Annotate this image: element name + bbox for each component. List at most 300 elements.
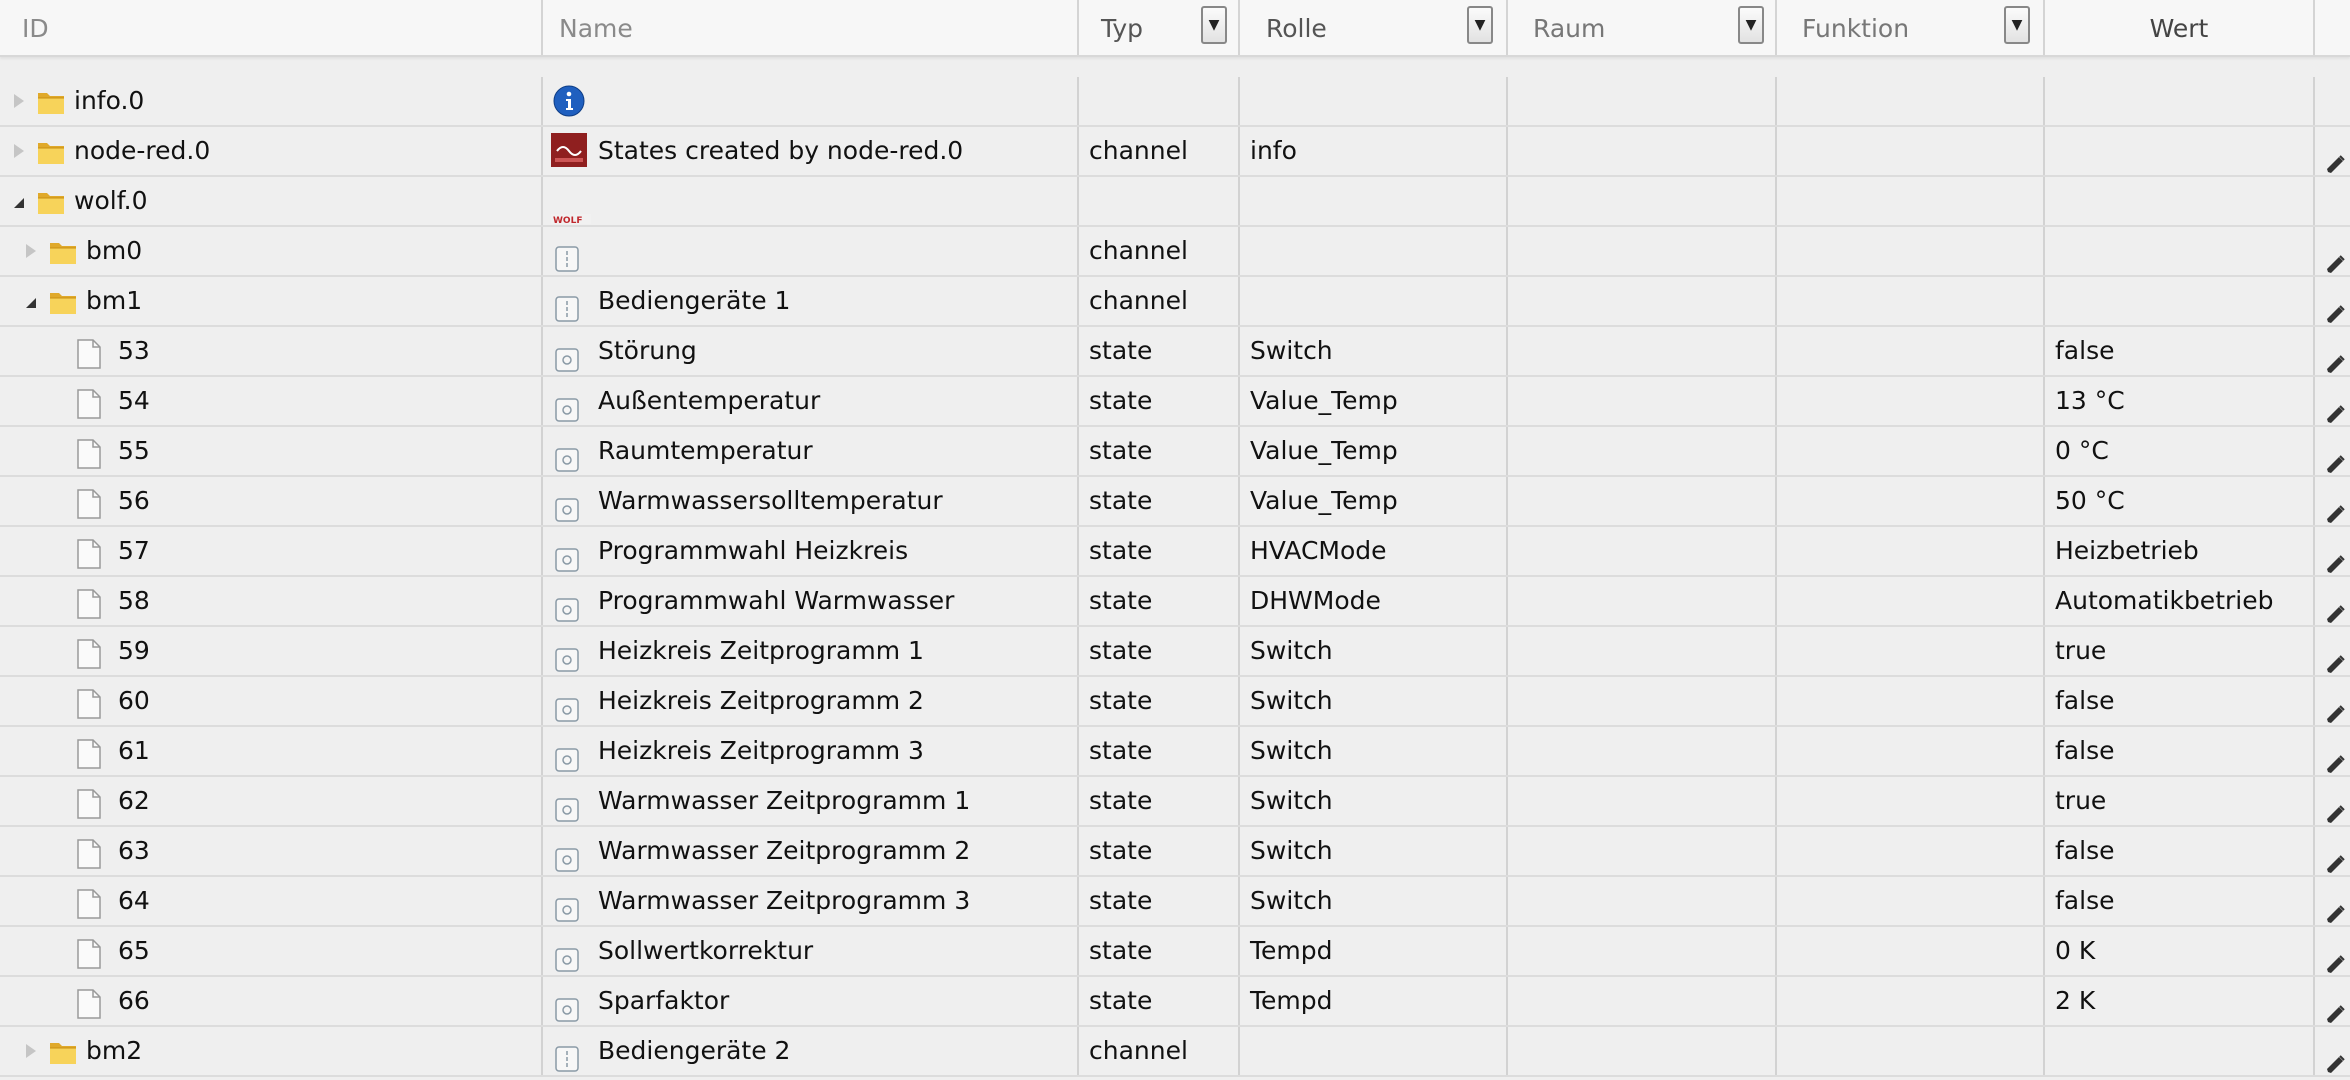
action-cell <box>2315 277 2350 325</box>
folder-icon <box>48 1035 78 1065</box>
edit-pencil-icon[interactable] <box>2325 1044 2347 1075</box>
object-id: 61 <box>118 736 150 765</box>
object-id: 60 <box>118 686 150 715</box>
folder-icon <box>36 135 66 165</box>
id-cell[interactable] <box>0 927 543 975</box>
role-cell[interactable] <box>1240 827 1508 875</box>
name-cell[interactable] <box>543 377 1079 425</box>
header-typ[interactable] <box>1079 0 1240 55</box>
type-cell[interactable] <box>1079 227 1240 275</box>
type-cell[interactable] <box>1079 777 1240 825</box>
type-cell-text: state <box>1089 636 1153 665</box>
object-name: Heizkreis Zeitprogramm 1 <box>598 636 924 665</box>
function-cell[interactable] <box>1777 127 2045 175</box>
function-cell[interactable] <box>1777 527 2045 575</box>
room-cell[interactable] <box>1508 227 1777 275</box>
table-row[interactable] <box>0 727 2350 777</box>
folder-icon <box>48 235 78 265</box>
value-cell-text: false <box>2055 886 2115 915</box>
folder-icon <box>36 85 66 115</box>
value-cell[interactable] <box>2045 127 2315 175</box>
function-cell[interactable] <box>1777 77 2045 125</box>
action-cell <box>2315 827 2350 875</box>
value-cell[interactable] <box>2045 277 2315 325</box>
name-cell[interactable] <box>543 1027 1079 1075</box>
action-cell <box>2315 1027 2350 1075</box>
value-cell[interactable] <box>2045 577 2315 625</box>
edit-pencil-icon[interactable] <box>2325 844 2347 875</box>
object-id: 63 <box>118 836 150 865</box>
name-cell[interactable] <box>543 477 1079 525</box>
object-name: Raumtemperatur <box>598 436 813 465</box>
object-name: Heizkreis Zeitprogramm 3 <box>598 736 924 765</box>
object-id: node-red.0 <box>74 136 211 165</box>
name-cell[interactable] <box>543 327 1079 375</box>
table-row[interactable] <box>0 1027 2350 1077</box>
file-icon <box>76 837 102 867</box>
id-cell[interactable] <box>0 577 543 625</box>
expand-arrow-icon[interactable] <box>26 1044 36 1058</box>
table-row[interactable] <box>0 177 2350 227</box>
channel-icon <box>555 1040 579 1075</box>
expand-arrow-icon[interactable] <box>14 144 24 158</box>
room-cell[interactable] <box>1508 927 1777 975</box>
function-cell[interactable] <box>1777 877 2045 925</box>
edit-pencil-icon[interactable] <box>2325 244 2347 275</box>
edit-pencil-icon[interactable] <box>2325 144 2347 175</box>
edit-pencil-icon[interactable] <box>2325 944 2347 975</box>
id-cell[interactable] <box>0 377 543 425</box>
edit-pencil-icon[interactable] <box>2325 544 2347 575</box>
room-cell[interactable] <box>1508 777 1777 825</box>
edit-pencil-icon[interactable] <box>2325 694 2347 725</box>
function-cell[interactable] <box>1777 927 2045 975</box>
object-name: Programmwahl Heizkreis <box>598 536 909 565</box>
id-cell[interactable] <box>0 477 543 525</box>
funktion-filter-dropdown[interactable] <box>2004 6 2030 44</box>
type-cell-text: state <box>1089 486 1153 515</box>
name-cell[interactable] <box>543 877 1079 925</box>
object-id: 56 <box>118 486 150 515</box>
type-cell[interactable] <box>1079 677 1240 725</box>
value-cell[interactable] <box>2045 677 2315 725</box>
table-row[interactable] <box>0 77 2350 127</box>
value-cell[interactable] <box>2045 377 2315 425</box>
table-row[interactable] <box>0 227 2350 277</box>
file-icon <box>76 537 102 567</box>
table-row[interactable] <box>0 977 2350 1027</box>
role-cell[interactable] <box>1240 127 1508 175</box>
file-icon <box>76 587 102 617</box>
action-cell <box>2315 527 2350 575</box>
object-id: bm2 <box>86 1036 143 1065</box>
value-cell-text: Automatikbetrieb <box>2055 586 2274 615</box>
room-cell[interactable] <box>1508 827 1777 875</box>
role-cell-text: Value_Temp <box>1250 386 1398 415</box>
name-cell[interactable] <box>543 627 1079 675</box>
room-cell[interactable] <box>1508 377 1777 425</box>
action-cell <box>2315 927 2350 975</box>
expand-arrow-icon[interactable] <box>14 94 24 108</box>
type-cell-text: state <box>1089 986 1153 1015</box>
object-name: Außentemperatur <box>598 386 821 415</box>
room-cell[interactable] <box>1508 327 1777 375</box>
room-cell[interactable] <box>1508 177 1777 225</box>
raum-filter-dropdown[interactable] <box>1738 6 1764 44</box>
value-cell[interactable] <box>2045 227 2315 275</box>
table-row[interactable] <box>0 877 2350 927</box>
role-cell[interactable] <box>1240 327 1508 375</box>
header-rolle[interactable] <box>1240 0 1508 55</box>
state-icon <box>555 490 579 525</box>
function-cell[interactable] <box>1777 277 2045 325</box>
room-cell[interactable] <box>1508 577 1777 625</box>
id-cell[interactable] <box>0 127 543 175</box>
room-cell[interactable] <box>1508 127 1777 175</box>
object-id: 65 <box>118 936 150 965</box>
value-cell[interactable] <box>2045 177 2315 225</box>
folder-icon <box>48 285 78 315</box>
type-cell-text: state <box>1089 386 1153 415</box>
role-cell[interactable] <box>1240 427 1508 475</box>
value-cell[interactable] <box>2045 427 2315 475</box>
role-cell[interactable] <box>1240 377 1508 425</box>
action-cell <box>2315 177 2350 225</box>
name-cell[interactable] <box>543 127 1079 175</box>
edit-pencil-icon[interactable] <box>2325 744 2347 775</box>
state-icon <box>555 440 579 475</box>
id-cell[interactable] <box>0 727 543 775</box>
name-cell[interactable] <box>543 827 1079 875</box>
object-id: 55 <box>118 436 150 465</box>
id-cell[interactable] <box>0 427 543 475</box>
type-cell-text: state <box>1089 436 1153 465</box>
type-cell[interactable] <box>1079 327 1240 375</box>
id-cell[interactable] <box>0 777 543 825</box>
edit-pencil-icon[interactable] <box>2325 994 2347 1025</box>
id-cell[interactable] <box>0 327 543 375</box>
type-cell[interactable] <box>1079 977 1240 1025</box>
action-cell <box>2315 877 2350 925</box>
table-row[interactable] <box>0 427 2350 477</box>
type-cell[interactable] <box>1079 827 1240 875</box>
name-cell[interactable] <box>543 927 1079 975</box>
room-cell[interactable] <box>1508 427 1777 475</box>
edit-pencil-icon[interactable] <box>2325 644 2347 675</box>
type-cell[interactable] <box>1079 477 1240 525</box>
type-cell-text: state <box>1089 736 1153 765</box>
role-cell[interactable] <box>1240 927 1508 975</box>
value-cell[interactable] <box>2045 627 2315 675</box>
role-cell[interactable] <box>1240 877 1508 925</box>
channel-icon <box>555 240 579 275</box>
role-cell-text: Value_Temp <box>1250 486 1398 515</box>
role-cell[interactable] <box>1240 727 1508 775</box>
file-icon <box>76 437 102 467</box>
action-cell <box>2315 677 2350 725</box>
role-cell[interactable] <box>1240 527 1508 575</box>
object-id: 53 <box>118 336 150 365</box>
expand-arrow-icon[interactable] <box>26 244 36 258</box>
action-cell <box>2315 77 2350 125</box>
room-cell[interactable] <box>1508 727 1777 775</box>
folder-icon <box>36 185 66 215</box>
room-cell[interactable] <box>1508 977 1777 1025</box>
name-cell[interactable] <box>543 977 1079 1025</box>
id-cell[interactable] <box>0 1027 543 1075</box>
table-row[interactable] <box>0 577 2350 627</box>
role-cell-text: Tempd <box>1250 986 1333 1015</box>
action-cell <box>2315 127 2350 175</box>
room-cell[interactable] <box>1508 1027 1777 1075</box>
value-cell[interactable] <box>2045 877 2315 925</box>
type-cell[interactable] <box>1079 627 1240 675</box>
table-row[interactable] <box>0 277 2350 327</box>
room-cell[interactable] <box>1508 77 1777 125</box>
role-cell-text: Switch <box>1250 886 1333 915</box>
name-cell[interactable] <box>543 227 1079 275</box>
chevron-down-icon: ▼ <box>1745 17 1757 33</box>
id-cell[interactable] <box>0 977 543 1025</box>
object-name: Warmwassersolltemperatur <box>598 486 943 515</box>
type-cell-text: channel <box>1089 136 1188 165</box>
chevron-down-icon: ▼ <box>1208 17 1220 33</box>
header-name[interactable] <box>543 0 1079 55</box>
function-cell[interactable] <box>1777 627 2045 675</box>
rolle-filter-dropdown[interactable] <box>1467 6 1493 44</box>
function-cell[interactable] <box>1777 177 2045 225</box>
function-cell[interactable] <box>1777 827 2045 875</box>
table-row[interactable] <box>0 627 2350 677</box>
value-cell[interactable] <box>2045 777 2315 825</box>
role-cell[interactable] <box>1240 777 1508 825</box>
function-cell[interactable] <box>1777 777 2045 825</box>
action-cell <box>2315 777 2350 825</box>
type-cell[interactable] <box>1079 177 1240 225</box>
object-id: 54 <box>118 386 150 415</box>
type-cell-text: channel <box>1089 236 1188 265</box>
object-id: 59 <box>118 636 150 665</box>
function-cell[interactable] <box>1777 327 2045 375</box>
name-cell[interactable] <box>543 427 1079 475</box>
room-cell[interactable] <box>1508 877 1777 925</box>
header-wert[interactable] <box>2045 0 2315 55</box>
room-cell[interactable] <box>1508 627 1777 675</box>
file-icon <box>76 937 102 967</box>
role-cell[interactable] <box>1240 477 1508 525</box>
value-cell[interactable] <box>2045 77 2315 125</box>
role-cell-text: Tempd <box>1250 936 1333 965</box>
edit-pencil-icon[interactable] <box>2325 444 2347 475</box>
name-cell[interactable] <box>543 527 1079 575</box>
room-cell[interactable] <box>1508 527 1777 575</box>
chevron-down-icon: ▼ <box>1474 17 1486 33</box>
value-cell[interactable] <box>2045 527 2315 575</box>
table-row[interactable] <box>0 827 2350 877</box>
file-icon <box>76 737 102 767</box>
table-row[interactable] <box>0 127 2350 177</box>
value-cell[interactable] <box>2045 727 2315 775</box>
name-cell[interactable] <box>543 77 1079 125</box>
type-cell[interactable] <box>1079 527 1240 575</box>
id-cell[interactable] <box>0 277 543 325</box>
edit-pencil-icon[interactable] <box>2325 894 2347 925</box>
id-cell[interactable] <box>0 177 543 225</box>
value-cell-text: 2 K <box>2055 986 2096 1015</box>
role-cell-text: Value_Temp <box>1250 436 1398 465</box>
type-cell[interactable] <box>1079 927 1240 975</box>
header-wert-label: Wert <box>2149 14 2209 43</box>
edit-pencil-icon[interactable] <box>2325 294 2347 325</box>
state-icon <box>555 940 579 975</box>
type-cell[interactable] <box>1079 577 1240 625</box>
id-cell[interactable] <box>0 627 543 675</box>
action-cell <box>2315 227 2350 275</box>
function-cell[interactable] <box>1777 1027 2045 1075</box>
function-cell[interactable] <box>1777 227 2045 275</box>
type-cell[interactable] <box>1079 727 1240 775</box>
function-cell[interactable] <box>1777 377 2045 425</box>
value-cell[interactable] <box>2045 327 2315 375</box>
value-cell[interactable] <box>2045 927 2315 975</box>
role-cell[interactable] <box>1240 677 1508 725</box>
type-cell[interactable] <box>1079 77 1240 125</box>
header-raum-label: Raum <box>1533 14 1606 43</box>
name-cell[interactable] <box>543 677 1079 725</box>
role-cell[interactable] <box>1240 77 1508 125</box>
role-cell-text: info <box>1250 136 1297 165</box>
state-icon <box>555 390 579 425</box>
name-cell[interactable] <box>543 777 1079 825</box>
type-cell[interactable] <box>1079 877 1240 925</box>
id-cell[interactable] <box>0 77 543 125</box>
edit-pencil-icon[interactable] <box>2325 794 2347 825</box>
object-name: Heizkreis Zeitprogramm 2 <box>598 686 924 715</box>
role-cell[interactable] <box>1240 227 1508 275</box>
collapse-arrow-icon[interactable] <box>26 298 36 308</box>
role-cell[interactable] <box>1240 1027 1508 1075</box>
header-raum[interactable] <box>1508 0 1777 55</box>
role-cell-text: Switch <box>1250 336 1333 365</box>
value-cell-text: 0 °C <box>2055 436 2109 465</box>
table-row[interactable] <box>0 777 2350 827</box>
role-cell[interactable] <box>1240 277 1508 325</box>
id-cell[interactable] <box>0 527 543 575</box>
role-cell[interactable] <box>1240 177 1508 225</box>
state-icon <box>555 340 579 375</box>
type-cell-text: state <box>1089 886 1153 915</box>
name-cell[interactable] <box>543 277 1079 325</box>
room-cell[interactable] <box>1508 677 1777 725</box>
table-row[interactable] <box>0 927 2350 977</box>
table-row[interactable] <box>0 477 2350 527</box>
value-cell[interactable] <box>2045 977 2315 1025</box>
role-cell[interactable] <box>1240 577 1508 625</box>
id-cell[interactable] <box>0 827 543 875</box>
room-cell[interactable] <box>1508 477 1777 525</box>
header-typ-label: Typ <box>1101 14 1144 43</box>
type-cell[interactable] <box>1079 127 1240 175</box>
type-cell-text: state <box>1089 586 1153 615</box>
name-cell[interactable] <box>543 727 1079 775</box>
state-icon <box>555 790 579 825</box>
function-cell[interactable] <box>1777 477 2045 525</box>
object-id: 57 <box>118 536 150 565</box>
function-cell[interactable] <box>1777 577 2045 625</box>
type-cell-text: state <box>1089 686 1153 715</box>
id-cell[interactable] <box>0 677 543 725</box>
value-cell[interactable] <box>2045 1027 2315 1075</box>
header-funktion[interactable] <box>1777 0 2045 55</box>
room-cell[interactable] <box>1508 277 1777 325</box>
table-row[interactable] <box>0 677 2350 727</box>
action-cell <box>2315 327 2350 375</box>
type-cell[interactable] <box>1079 277 1240 325</box>
state-icon <box>555 590 579 625</box>
header-id[interactable] <box>0 0 543 55</box>
chevron-down-icon: ▼ <box>2011 17 2023 33</box>
name-cell[interactable] <box>543 577 1079 625</box>
file-icon <box>76 637 102 667</box>
function-cell[interactable] <box>1777 677 2045 725</box>
role-cell-text: Switch <box>1250 836 1333 865</box>
object-id: 66 <box>118 986 150 1015</box>
value-cell-text: true <box>2055 786 2107 815</box>
file-icon <box>76 337 102 367</box>
function-cell[interactable] <box>1777 727 2045 775</box>
typ-filter-dropdown[interactable] <box>1201 6 1227 44</box>
channel-icon <box>555 290 579 325</box>
table-row[interactable] <box>0 377 2350 427</box>
edit-pencil-icon[interactable] <box>2325 344 2347 375</box>
value-cell-text: Heizbetrieb <box>2055 536 2199 565</box>
value-cell[interactable] <box>2045 827 2315 875</box>
edit-pencil-icon[interactable] <box>2325 594 2347 625</box>
type-cell[interactable] <box>1079 427 1240 475</box>
header-id-label: ID <box>22 14 49 43</box>
state-icon <box>555 890 579 925</box>
role-cell-text: Switch <box>1250 686 1333 715</box>
object-name: Sollwertkorrektur <box>598 936 814 965</box>
file-icon <box>76 887 102 917</box>
edit-pencil-icon[interactable] <box>2325 394 2347 425</box>
type-cell[interactable] <box>1079 377 1240 425</box>
collapse-arrow-icon[interactable] <box>14 198 24 208</box>
edit-pencil-icon[interactable] <box>2325 494 2347 525</box>
function-cell[interactable] <box>1777 427 2045 475</box>
table-row[interactable] <box>0 527 2350 577</box>
state-icon <box>555 990 579 1025</box>
file-icon <box>76 387 102 417</box>
name-cell[interactable] <box>543 177 1079 225</box>
role-cell[interactable] <box>1240 977 1508 1025</box>
role-cell[interactable] <box>1240 627 1508 675</box>
value-cell[interactable] <box>2045 477 2315 525</box>
table-row[interactable] <box>0 327 2350 377</box>
type-cell[interactable] <box>1079 1027 1240 1075</box>
svg-text:WOLF: WOLF <box>553 216 583 225</box>
file-icon <box>76 687 102 717</box>
function-cell[interactable] <box>1777 977 2045 1025</box>
role-cell-text: DHWMode <box>1250 586 1381 615</box>
file-icon <box>76 787 102 817</box>
value-cell-text: false <box>2055 836 2115 865</box>
value-cell-text: 0 K <box>2055 936 2096 965</box>
type-cell-text: state <box>1089 786 1153 815</box>
id-cell[interactable] <box>0 227 543 275</box>
id-cell[interactable] <box>0 877 543 925</box>
object-name: Bediengeräte 1 <box>598 286 791 315</box>
